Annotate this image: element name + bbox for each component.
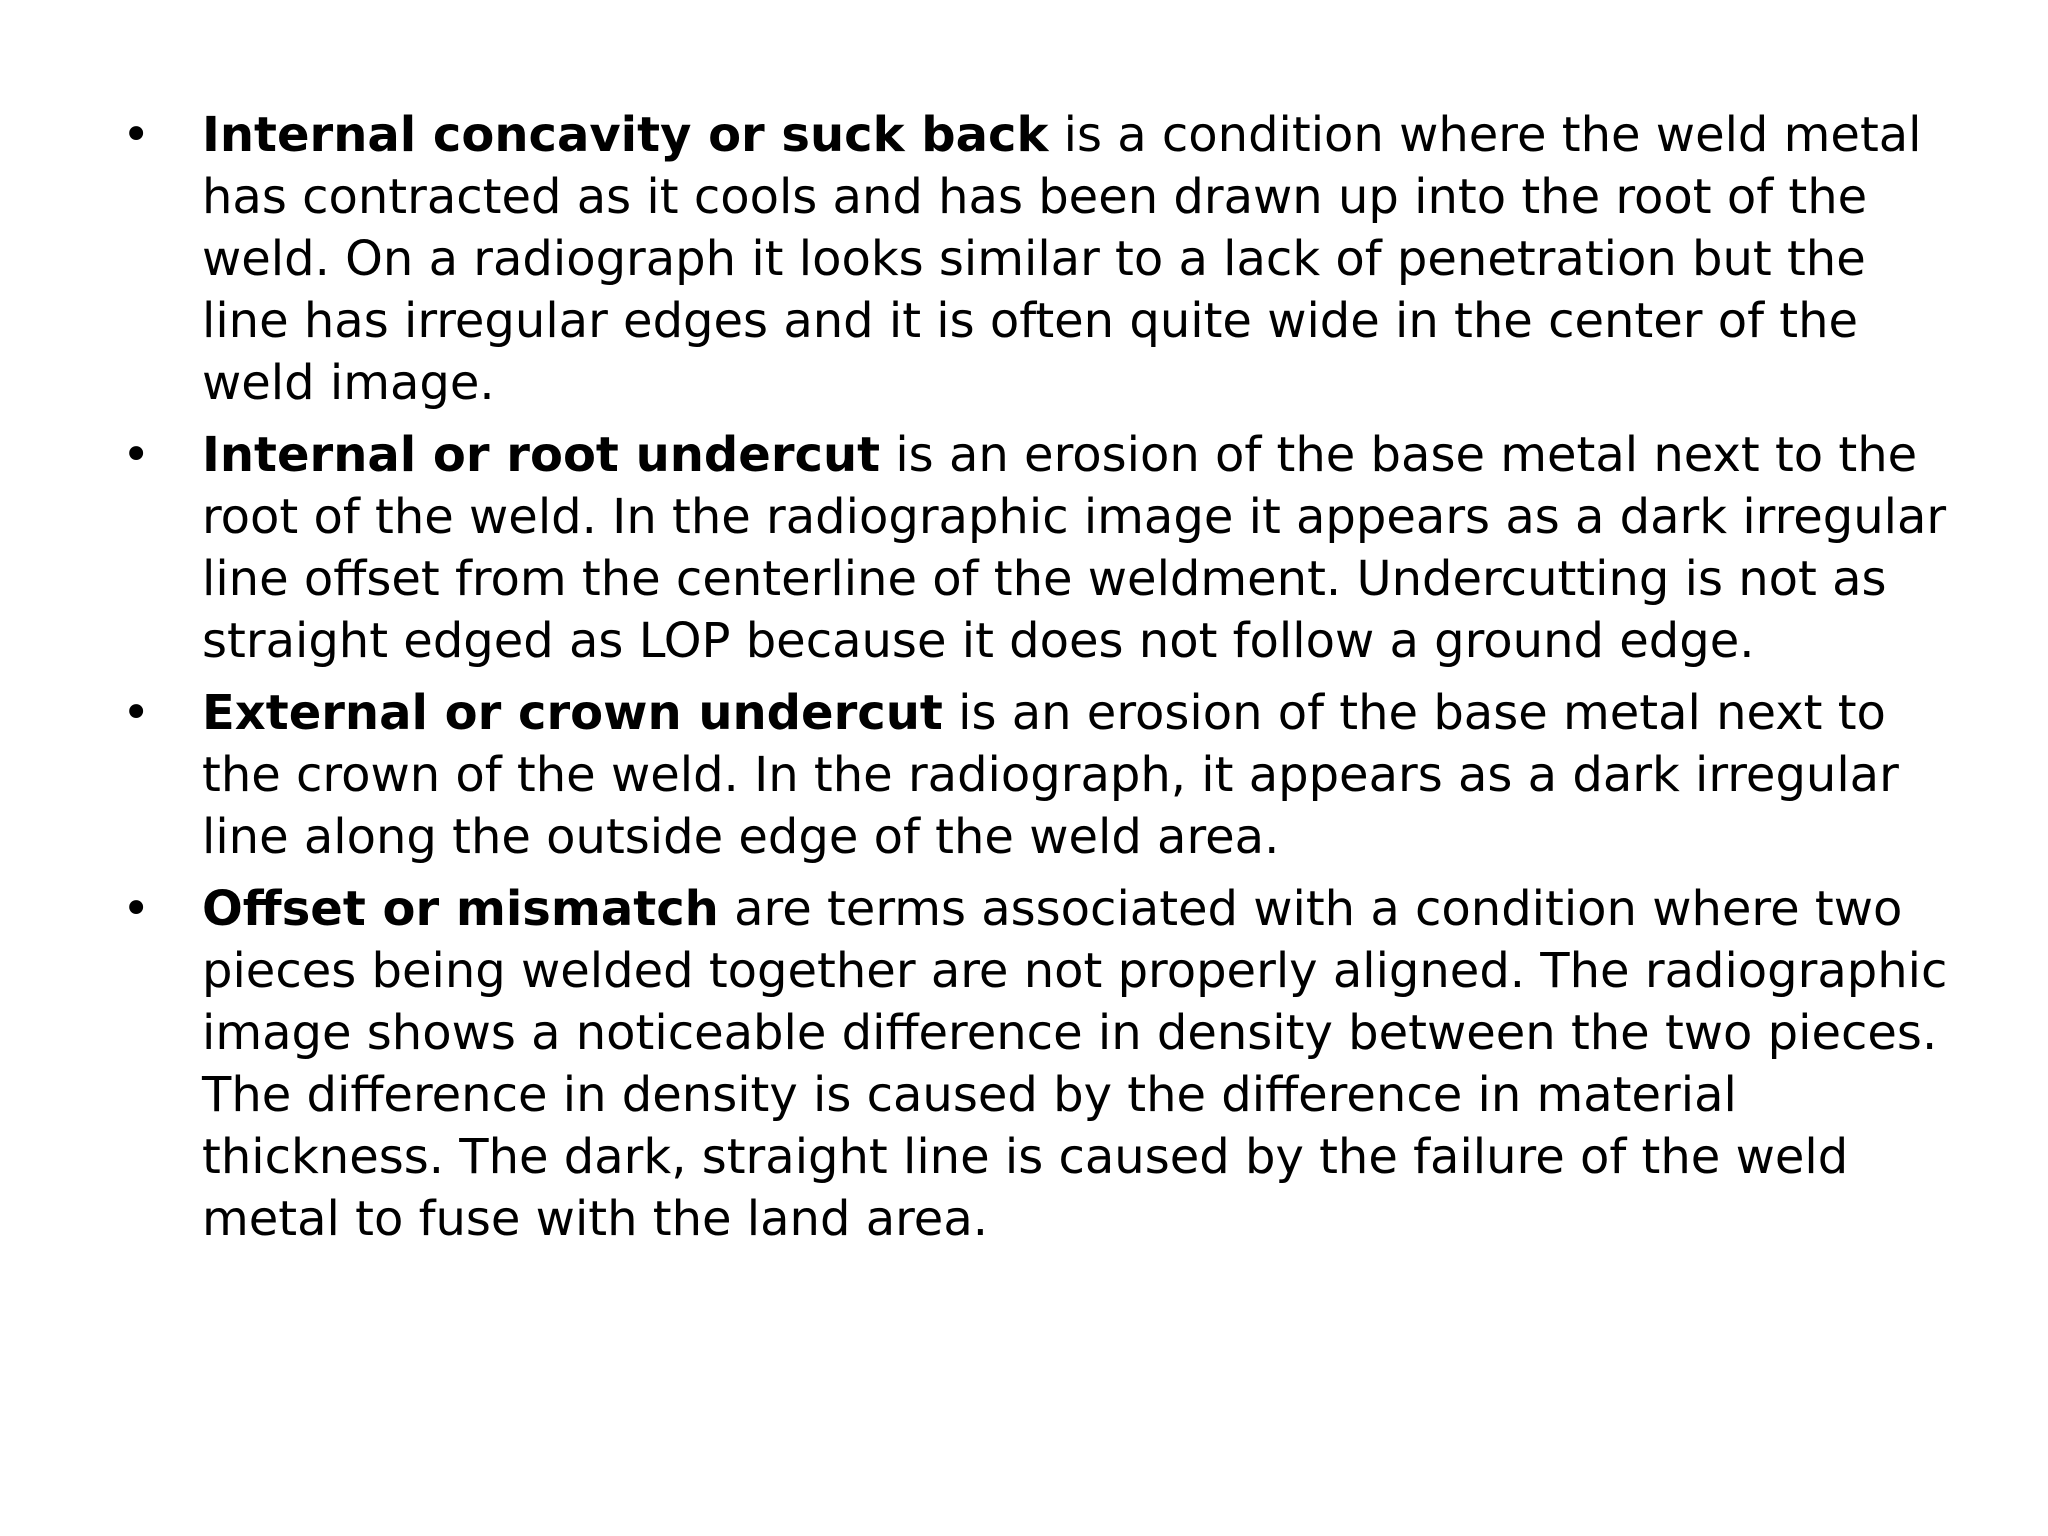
term-description: is a condition where the weld metal has contracted as it cools and has been drawn up into the root of the weld. On a radiograph it looks similar to a lack of penetration but the line has irregular edges and it is often quite wide in the center of the weld image. xyxy=(202,107,1922,411)
bullet-icon: • xyxy=(122,107,151,163)
term-label: Internal or root undercut xyxy=(202,427,881,483)
bullet-list xyxy=(122,104,1962,1260)
bullet-item-root-undercut xyxy=(122,424,1962,672)
bullet-icon: • xyxy=(122,881,151,937)
bullet-icon: • xyxy=(122,685,151,741)
term-label: External or crown undercut xyxy=(202,685,943,741)
term-label: Offset or mismatch xyxy=(202,881,719,937)
term-description: is an erosion of the base metal next to the crown of the weld. In the radiograph, it appears as a dark irregular line along the outside edge of the weld area. xyxy=(202,685,1899,865)
term-description: are terms associated with a condition where two pieces being welded together are not properly aligned. The radiographic image shows a noticeable difference in density between the two pieces. The difference in density is caused by the difference in material thickness. The dark, straight line is caused by the failure of the weld metal to fuse with the land area. xyxy=(202,881,1948,1247)
bullet-item-internal-concavity xyxy=(122,104,1962,414)
term-description: is an erosion of the base metal next to the root of the weld. In the radiographic image it appears as a dark irregular line offset from the centerline of the weldment. Undercutting is not as straight edged as LOP because it does not follow a ground edge. xyxy=(202,427,1947,669)
term-label: Internal concavity or suck back xyxy=(202,107,1049,163)
bullet-icon: • xyxy=(122,427,151,483)
bullet-item-crown-undercut xyxy=(122,682,1962,868)
bullet-item-offset-mismatch xyxy=(122,878,1962,1250)
